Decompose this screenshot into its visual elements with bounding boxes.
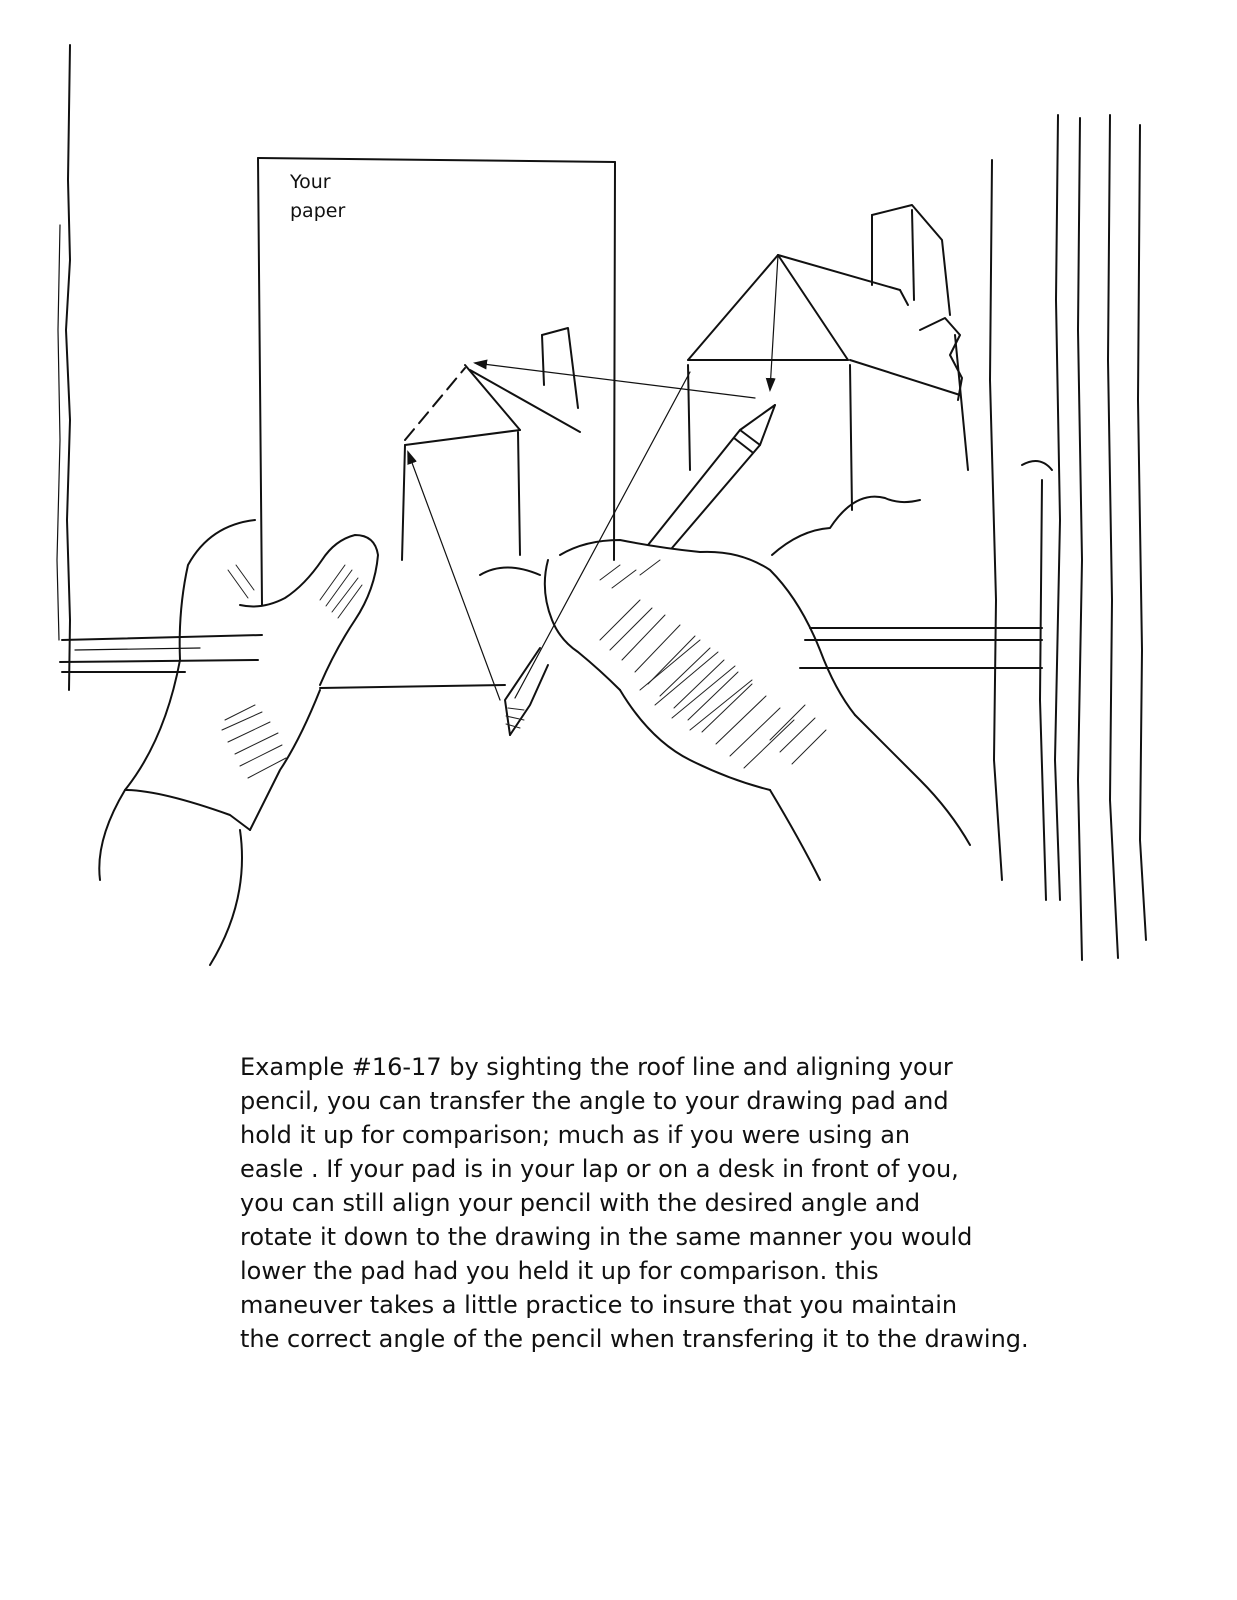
caption-line: maneuver takes a little practice to insure that you maintain (240, 1291, 958, 1319)
caption-line: hold it up for comparison; much as if you were using an (240, 1121, 911, 1149)
caption-text (240, 1050, 1200, 1356)
paper-label-line-1: Your (290, 171, 331, 193)
right-hand (480, 540, 970, 880)
caption-line: pencil, you can transfer the angle to your drawing pad and (240, 1087, 949, 1115)
caption-line: the correct angle of the pencil when transfering it to the drawing. (240, 1325, 1029, 1353)
sighting-arrows (408, 363, 755, 700)
caption-line: easle . If your pad is in your lap or on a desk in front of you, (240, 1155, 959, 1183)
caption-line: lower the pad had you held it up for comparison. this (240, 1257, 879, 1285)
window-frame-left (57, 45, 262, 690)
building-far-right (688, 205, 1052, 555)
paper-label-line-2: paper (290, 200, 346, 222)
building-on-paper (402, 328, 580, 560)
caption-line: rotate it down to the drawing in the same manner you would (240, 1223, 973, 1251)
paper-label (290, 168, 345, 226)
left-hand (99, 520, 505, 965)
caption-line: Example #16-17 by sighting the roof line and aligning your (240, 1053, 953, 1081)
caption-line: you can still align your pencil with the desired angle and (240, 1189, 921, 1217)
sighting-arrow-vertical (770, 255, 778, 390)
window-frame-right (800, 115, 1146, 960)
